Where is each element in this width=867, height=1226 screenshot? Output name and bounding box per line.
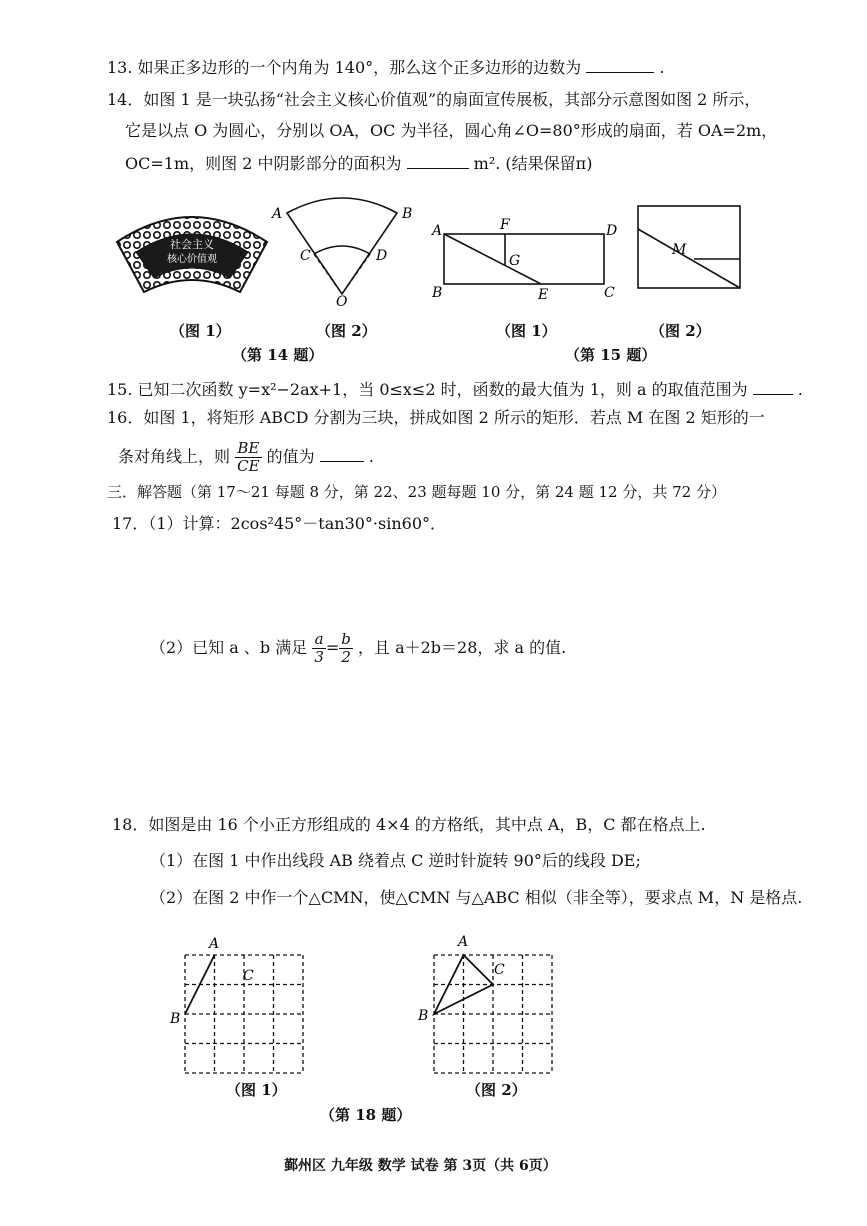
fraction-denominator: CE xyxy=(237,457,260,475)
caption-18-fig1: （图 1） xyxy=(226,1081,287,1099)
q13-text: 13. 如果正多边形的一个内角为 140°，那么这个正多边形的边数为 xyxy=(107,58,582,77)
q18-line3: （2）在图 2 中作一个△CMN，使△CMN 与△ABC 相似（非全等），要求点 M，N 是格点. xyxy=(150,888,803,907)
label-b: B xyxy=(402,206,413,222)
label-c: C xyxy=(300,248,311,264)
fan-board-figure xyxy=(112,200,272,300)
q17-part2-a: （2）已知 a 、b 满足 xyxy=(150,638,308,657)
label-d: D xyxy=(376,248,388,264)
caption-15: （第 15 题） xyxy=(565,346,657,364)
q14-line3-a: OC=1m，则图 2 中阴影部分的面积为 xyxy=(125,154,402,173)
q14-answer-blank xyxy=(407,152,469,169)
fraction-a-3 xyxy=(312,631,326,666)
label-c: C xyxy=(604,285,615,301)
q16-line1: 16．如图 1，将矩形 ABCD 分割为三块，拼成如图 2 所示的矩形．若点 M 在图 2 矩形的一 xyxy=(107,408,765,427)
q16-end: . xyxy=(368,447,374,466)
q18-line1: 18．如图是由 16 个小正方形组成的 4×4 的方格纸，其中点 A，B，C 都在格点上. xyxy=(112,815,706,834)
sector-figure xyxy=(262,188,422,308)
label-a: A xyxy=(272,206,283,222)
fraction-numerator: b xyxy=(341,630,351,648)
caption-14-fig2: （图 2） xyxy=(316,322,377,340)
segment-ab xyxy=(185,955,215,1014)
caption-18: （第 18 题） xyxy=(320,1106,412,1124)
fraction-numerator: BE xyxy=(235,440,261,458)
q15-line xyxy=(107,378,803,400)
equals-sign: = xyxy=(325,638,340,657)
label-a: A xyxy=(432,223,443,239)
q14-line2: 它是以点 O 为圆心，分别以 OA，OC 为半径，圆心角∠O=80°形成的扇面，若 OA=2m， xyxy=(125,121,778,140)
label-c: C xyxy=(243,968,254,984)
q13-end: . xyxy=(659,58,665,77)
q16-line2 xyxy=(118,438,374,476)
label-b: B xyxy=(170,1011,181,1027)
q14-line1: 14．如图 1 是一块弘扬“社会主义核心价值观”的扇面宣传展板，其部分示意图如图 2 所示， xyxy=(107,90,761,109)
label-f: F xyxy=(500,217,510,233)
caption-14: （第 14 题） xyxy=(232,346,324,364)
label-a: A xyxy=(458,935,469,950)
inner-arc xyxy=(314,246,370,254)
q13-answer-blank xyxy=(586,56,654,73)
q17-part2-b: ，且 a＋2b＝28，求 a 的值. xyxy=(357,638,567,657)
rectangle-abcd-figure xyxy=(428,215,623,305)
q15-text: 15. 已知二次函数 y=x²−2ax+1，当 0≤x≤2 时，函数的最大值为 1，则 a 的取值范围为 xyxy=(107,380,748,399)
q17-part1: 17．（1）计算：2cos²45°－tan30°·sin60°． xyxy=(112,514,447,533)
grid-figure-1 xyxy=(165,935,315,1075)
page-footer: 鄞州区 九年级 数学 试卷 第 3页（共 6页） xyxy=(284,1158,557,1174)
fraction-be-ce xyxy=(235,440,261,475)
caption-18-fig2: （图 2） xyxy=(466,1081,527,1099)
q14-line3-b: m². (结果保留π) xyxy=(473,154,593,173)
q14-line3 xyxy=(125,152,592,174)
label-o: O xyxy=(336,294,348,308)
label-b: B xyxy=(418,1008,429,1024)
rect-abcd xyxy=(444,234,604,284)
fraction-numerator: a xyxy=(312,631,326,649)
q15-answer-blank xyxy=(753,378,793,395)
q15-end: . xyxy=(797,380,803,399)
segment-ae xyxy=(444,234,541,284)
q18-line2: （1）在图 1 中作出线段 AB 绕着点 C 逆时针旋转 90°后的线段 DE; xyxy=(150,851,641,870)
label-b: B xyxy=(432,285,443,301)
dashed-grid xyxy=(434,955,552,1073)
q16-line2-b: 的值为 xyxy=(266,447,315,466)
fan-text-top: 社会主义 xyxy=(170,238,214,251)
q17-part2 xyxy=(150,628,566,668)
grid-figure-2 xyxy=(414,935,564,1075)
label-m: M xyxy=(672,242,687,258)
label-a: A xyxy=(209,936,220,952)
fraction-denominator: 3 xyxy=(314,648,324,666)
q13-line xyxy=(107,56,664,78)
fraction-denominator: 2 xyxy=(341,648,351,666)
caption-15-fig2: （图 2） xyxy=(650,322,711,340)
label-g: G xyxy=(509,253,521,269)
caption-15-fig1: （图 1） xyxy=(496,322,557,340)
fan-text-bottom: 核心价值观 xyxy=(167,254,217,265)
q16-answer-blank xyxy=(320,445,364,462)
label-d: D xyxy=(606,223,618,239)
label-e: E xyxy=(538,287,549,303)
section-3-heading: 三．解答题（第 17～21 每题 8 分，第 22、23 题每题 10 分，第 24 题 12 分，共 72 分） xyxy=(107,483,726,501)
fraction-b-2 xyxy=(339,631,353,666)
q16-line2-a: 条对角线上，则 xyxy=(118,447,231,466)
outer-rect xyxy=(638,206,740,288)
rearranged-rectangle-figure xyxy=(634,202,744,292)
label-c: C xyxy=(494,962,505,978)
caption-14-fig1: （图 1） xyxy=(170,322,231,340)
